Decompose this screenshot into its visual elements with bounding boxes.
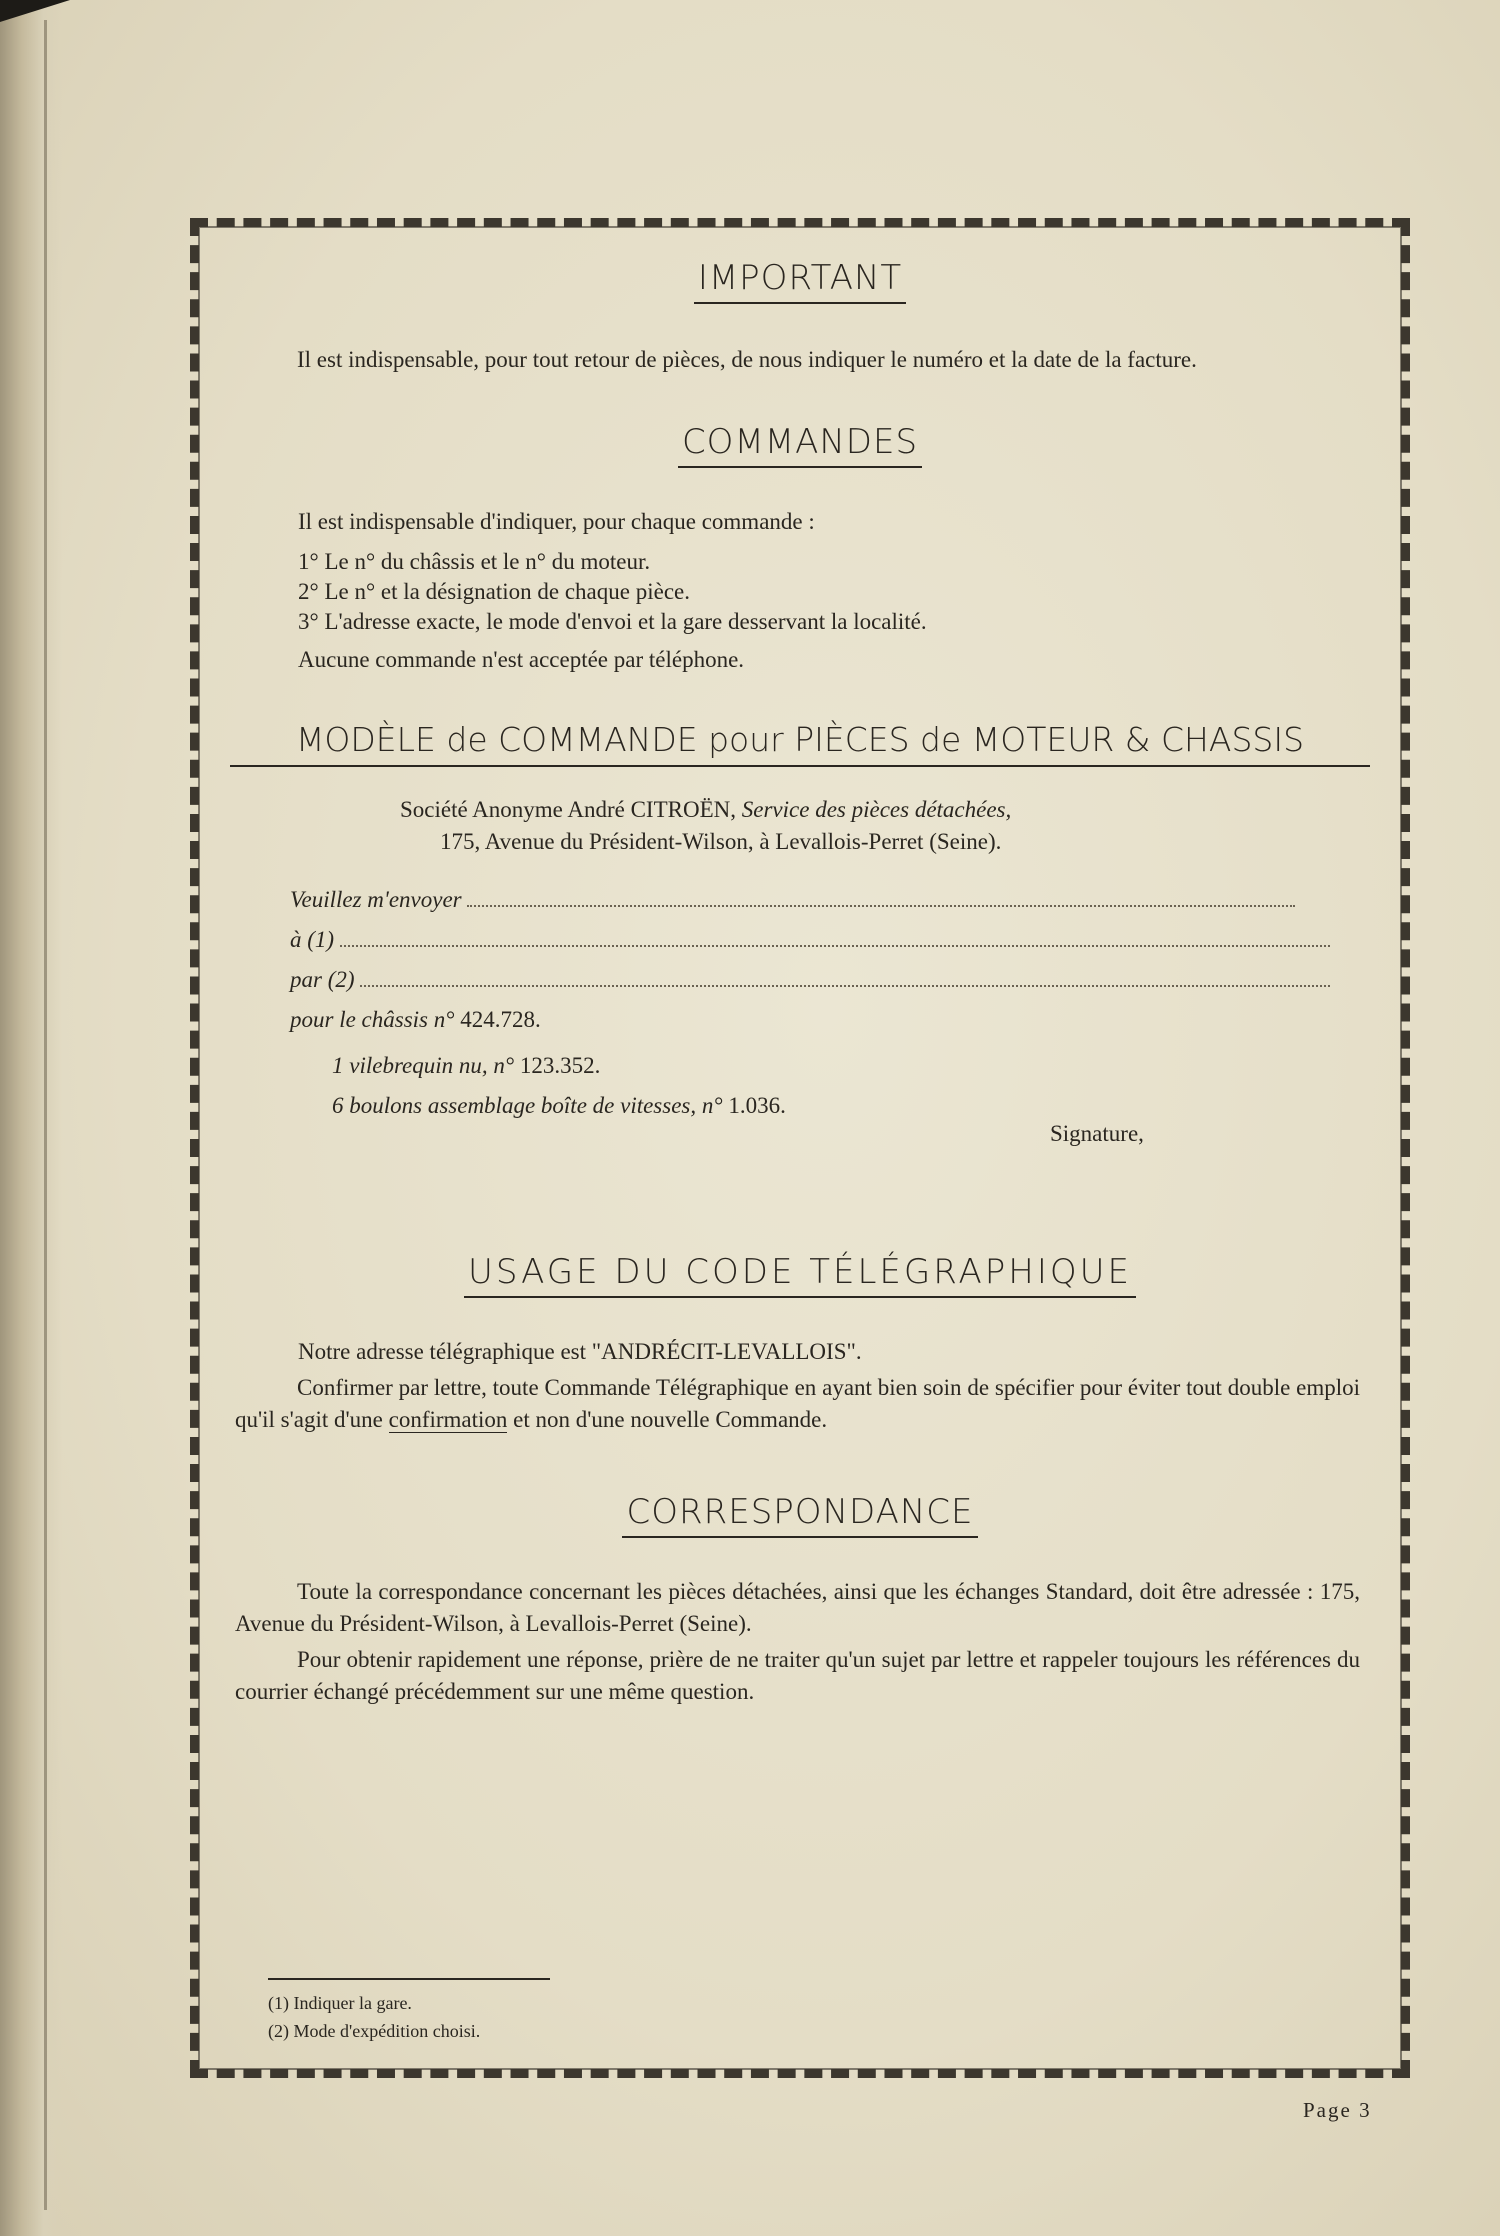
form-item-label: 1 vilebrequin nu, n°	[332, 1053, 515, 1078]
footnote: (1) Indiquer la gare.	[268, 1993, 412, 2013]
form-item-row	[332, 1090, 786, 1122]
telegraphique-text-end: et non d'une nouvelle Commande.	[513, 1407, 828, 1432]
form-envoyer-label: Veuillez m'envoyer	[290, 887, 462, 912]
commandes-intro: Il est indispensable d'indiquer, pour chaque commande :	[298, 509, 815, 534]
commandes-item: 3° L'adresse exacte, le mode d'envoi et la gare desservant la localité.	[298, 609, 927, 634]
confirmation-word: confirmation	[388, 1407, 508, 1432]
telegraphique-text	[235, 1372, 1360, 1436]
footnote: (2) Mode d'expédition choisi.	[268, 2021, 481, 2041]
form-chassis-label: pour le châssis n°	[290, 1007, 455, 1032]
correspondance-title: CORRESPONDANCE	[622, 1492, 977, 1538]
correspondance-paragraph: Pour obtenir rapidement une réponse, prière de ne traiter qu'un sujet par lettre et rappeler toujours les références du courrier échangé précédemment sur une même question.	[235, 1647, 1360, 1704]
form-envoyer-fill-line	[467, 891, 1295, 907]
important-heading	[600, 258, 1000, 304]
footnote-rule	[268, 1978, 550, 1980]
correspondance-heading	[590, 1492, 1010, 1538]
book-spine-fold	[44, 20, 47, 2210]
telegraphique-text-start: Confirmer par lettre, toute Commande Télégraphique en ayant bien soin de spécifier pour éviter tout double emploi qu'il s'agit d'une	[235, 1375, 1360, 1432]
commandes-title: COMMANDES	[678, 422, 922, 468]
page-corner-shadow	[0, 0, 70, 22]
form-a-row	[290, 924, 1330, 956]
telegraphique-heading	[430, 1252, 1170, 1298]
book-spine-shadow	[0, 0, 62, 2236]
telegraphic-address: Notre adresse télégraphique est "ANDRÉCIT-LEVALLOIS".	[298, 1339, 862, 1364]
commandes-item: 2° Le n° et la désignation de chaque pièce.	[298, 579, 690, 604]
form-chassis-value: 424.728.	[460, 1007, 541, 1032]
service-name: Service des pièces détachées,	[741, 797, 1012, 822]
form-item-value: 123.352.	[519, 1053, 601, 1078]
commandes-item: 1° Le n° du châssis et le n° du moteur.	[298, 549, 651, 574]
company-name: Société Anonyme André CITROËN,	[400, 797, 737, 822]
form-item-value: 1.036.	[728, 1093, 786, 1118]
form-envoyer-row	[290, 884, 1295, 916]
form-signature: Signature,	[1050, 1121, 1144, 1146]
form-par-row	[290, 964, 1330, 996]
form-item-label: 6 boulons assemblage boîte de vitesses, n°	[332, 1093, 723, 1118]
commandes-note: Aucune commande n'est acceptée par téléphone.	[298, 647, 745, 672]
form-par-fill-line	[360, 971, 1330, 987]
order-address-line-2: 175, Avenue du Président-Wilson, à Levallois-Perret (Seine).	[440, 829, 1002, 854]
correspondance-paragraph: Toute la correspondance concernant les pièces détachées, ainsi que les échanges Standard, doit être adressée : 175, Avenue du Président-Wilson, à Levallois-Perret (Seine).	[235, 1579, 1360, 1636]
form-chassis-row	[290, 1004, 541, 1036]
decorative-border-inner	[198, 226, 1402, 2070]
modele-heading	[230, 720, 1370, 767]
important-text: Il est indispensable, pour tout retour de pièces, de nous indiquer le numéro et la date de la facture.	[297, 347, 1197, 372]
important-title: IMPORTANT	[694, 258, 906, 304]
form-item-row	[332, 1050, 600, 1082]
telegraphique-title: USAGE DU CODE TÉLÉGRAPHIQUE	[464, 1252, 1136, 1298]
order-address-line-1	[400, 794, 1011, 826]
page-number: Page 3	[1303, 2098, 1372, 2122]
form-a-fill-line	[340, 931, 1330, 947]
form-a-label: à (1)	[290, 927, 335, 952]
commandes-heading	[590, 422, 1010, 468]
modele-title: MODÈLE de COMMANDE pour PIÈCES de MOTEUR & CHASSIS	[230, 720, 1370, 767]
form-par-label: par (2)	[290, 967, 355, 992]
